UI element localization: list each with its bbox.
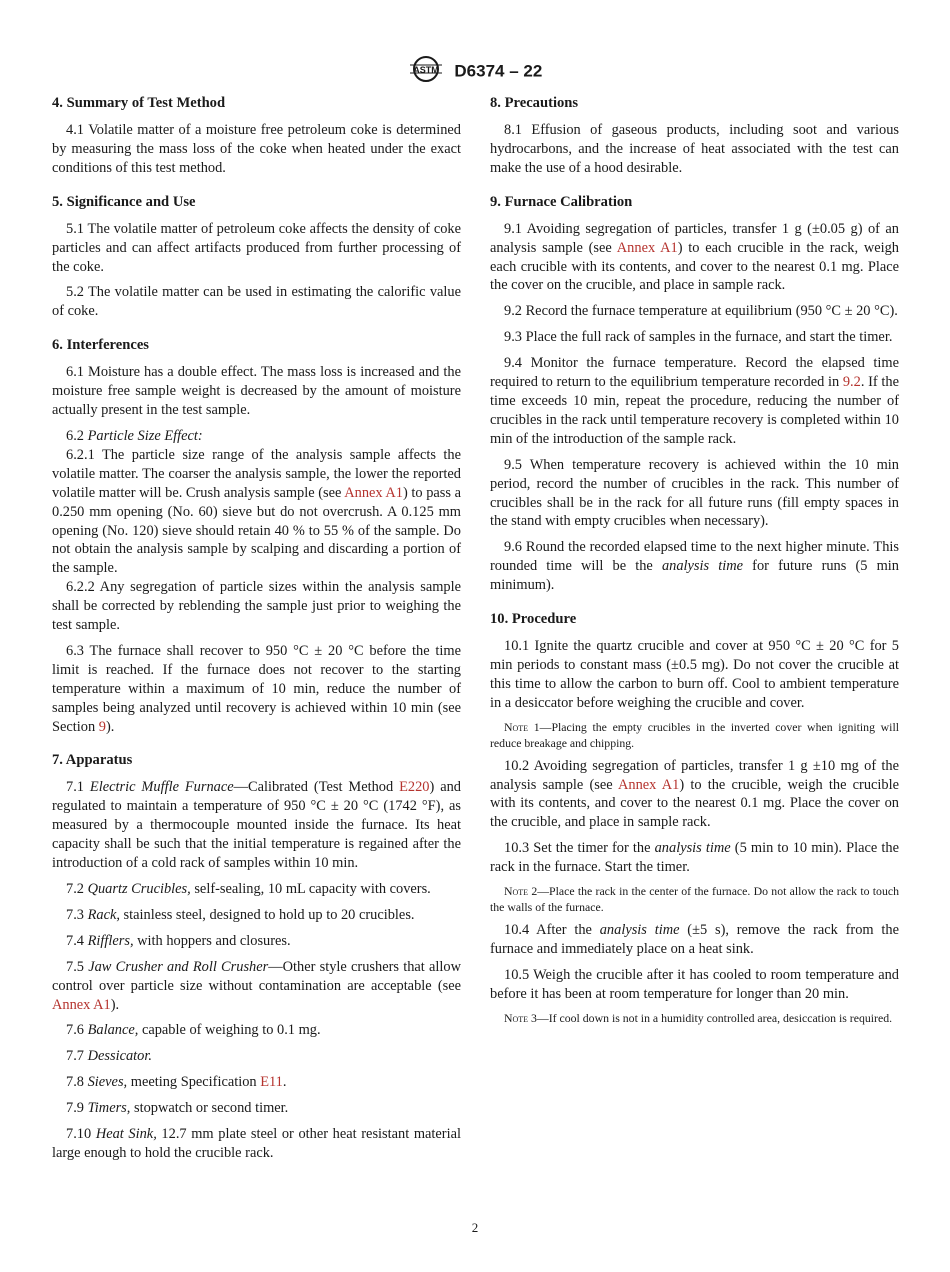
para-10-1: 10.1 Ignite the quartz crucible and cover at 950 °C ± 20 °C for 5 min periods to constant mass (±0.5 mg). Do not cover the crucible at this time to allow the carbon to burn off. Cool to ambient temperature in a desiccator before weighing the crucible and cover.	[490, 638, 899, 711]
para-7-9: 7.9 Timers, stopwatch or second timer.	[66, 1100, 289, 1117]
e220-link[interactable]: E220	[399, 779, 430, 796]
para-7-2: 7.2 Quartz Crucibles, self-sealing, 10 mL capacity with covers.	[66, 881, 431, 897]
para-7-7: 7.7 Dessicator.	[66, 1048, 152, 1065]
logo-text: ASTM	[412, 65, 439, 75]
para-7-3: 7.3 Rack, stainless steel, designed to hold up to 20 crucibles.	[66, 906, 415, 923]
para-7-4: 7.4 Rifflers, with hoppers and closures.	[66, 932, 291, 949]
para-6-3: 6.3 The furnace shall recover to 950 °C ± 20 °C before the time limit is reached. If the furnace does not recover to the starting temperature within a maximum of 10 min, reduce the number of samples being analyzed until recovery is achieved within 10 min (see Section 9).	[52, 642, 461, 735]
left-column	[52, 94, 461, 1178]
para-4-1: 4.1 Volatile matter of a moisture free petroleum coke is determined by measuring the mass loss of the coke when heated under the exact conditions of this test method.	[52, 122, 461, 176]
para-7-1: 7.1 Electric Muffle Furnace—Calibrated (Test Method E220) and regulated to maintain a temperature of 950 °C ± 20 °C (1742 °F), as measured by a thermocouple mounted inside the furnace. Its heat capacity shall be such that the initial temperature is regained after the introduction of a cold rack of samples within 10 min.	[52, 779, 462, 872]
para-7-8: 7.8 Sieves, meeting Specification E11.	[66, 1074, 287, 1091]
para-5-1: 5.1 The volatile matter of petroleum coke affects the density of coke particles and can affect artifacts produced from further processing of the coke.	[52, 220, 461, 275]
para-6-1: 6.1 Moisture has a double effect. The mass loss is increased and the moisture free sample weight is decreased by the amount of moisture actually present in the test sample.	[52, 364, 461, 419]
page-header	[0, 56, 950, 87]
annex-a1-link[interactable]: Annex A1	[52, 996, 111, 1013]
note-3: Note 3—If cool down is not in a humidity controlled area, desiccation is required.	[504, 1010, 893, 1025]
annex-a1-link[interactable]: Annex A1	[616, 239, 678, 256]
section-9	[490, 193, 899, 595]
para-6-2-2: 6.2.2 Any segregation of particle sizes within the analysis sample shall be corrected by reblending the sample just prior to weighing the test sample.	[52, 579, 461, 634]
para-10-3: 10.3 Set the timer for the analysis time (5 min to 10 min). Place the rack in the furnace. Start the timer.	[490, 840, 899, 876]
section-8-title: 8. Precautions	[490, 95, 579, 111]
section-7	[52, 751, 461, 1162]
para-7-5: 7.5 Jaw Crusher and Roll Crusher—Other style crushers that allow control over particle size without contamination are acceptable (see Annex A1).	[52, 958, 461, 1013]
para-9-2: 9.2 Record the furnace temperature at equilibrium (950 °C ± 20 °C).	[504, 303, 898, 320]
para-7-10: 7.10 Heat Sink, 12.7 mm plate steel or other heat resistant material large enough to hold the crucible rack.	[52, 1126, 461, 1161]
astm-logo-icon	[408, 56, 444, 87]
para-8-1: 8.1 Effusion of gaseous products, including soot and various hydrocarbons, and the increase of heat associated with the test can make the use of a hood desirable.	[490, 122, 899, 176]
section-4	[52, 94, 461, 178]
para-5-2: 5.2 The volatile matter can be used in estimating the calorific value of coke.	[52, 284, 461, 320]
para-7-6: 7.6 Balance, capable of weighing to 0.1 mg.	[66, 1022, 321, 1039]
para-9-1: 9.1 Avoiding segregation of particles, transfer 1 g (±0.05 g) of an analysis sample (see Annex A1) to each crucible in the rack, weigh each crucible with its contents, and cover to the nearest 0.1 mg. Place the cover on the crucible, and place in sample rack.	[490, 220, 899, 294]
section-6	[52, 336, 461, 736]
section-7-title: 7. Apparatus	[52, 752, 133, 769]
section-9-2-link[interactable]: 9.2	[842, 374, 861, 391]
section-6-title: 6. Interferences	[52, 337, 149, 354]
note-1: Note 1—Placing the empty crucibles in the inverted cover when igniting will reduce breakage and chipping.	[490, 719, 899, 750]
section-5	[52, 193, 461, 322]
section-5-title: 5. Significance and Use	[52, 193, 196, 210]
right-column	[490, 94, 899, 1041]
para-9-4: 9.4 Monitor the furnace temperature. Record the elapsed time required to return to the equilibrium temperature recorded in 9.2. If the time exceeds 10 min, repeat the procedure, reducing the number of crucibles in the rack until temperature recovery is completed within 10 min of the introduction of the sample rack.	[490, 355, 899, 447]
annex-a1-link[interactable]: Annex A1	[618, 776, 680, 793]
section-10	[490, 610, 899, 1026]
section-10-title: 10. Procedure	[490, 611, 577, 628]
section-9-link[interactable]: 9	[98, 718, 106, 735]
annex-a1-link[interactable]: Annex A1	[344, 484, 404, 501]
para-10-5: 10.5 Weigh the crucible after it has cooled to room temperature and before it has been at room temperature for longer than 20 min.	[490, 966, 899, 1002]
note-2: Note 2—Place the rack in the center of the furnace. Do not allow the rack to touch the walls of the furnace.	[490, 884, 899, 915]
para-10-4: 10.4 After the analysis time (±5 s), remove the rack from the furnace and immediately place on a heat sink.	[490, 922, 899, 957]
para-6-2: 6.2 Particle Size Effect:	[66, 427, 203, 444]
para-9-3: 9.3 Place the full rack of samples in the furnace, and start the timer.	[504, 329, 893, 346]
para-6-2-1: 6.2.1 The particle size range of the analysis sample affects the volatile matter. The coarser the analysis sample, the lower the reported volatile matter will be. Crush analysis sample (see Annex A1) to pass a 0.250 mm opening (No. 60) sieve but do not overcrush. A 0.125 mm opening (No. 120) sieve should retain 40 % to 55 % of the sample. Do not obtain the analysis sample by scalping and discarding a portion of the sample.	[52, 446, 461, 577]
para-9-6: 9.6 Round the recorded elapsed time to the next higher minute. This rounded time will be the analysis time for future runs (5 min minimum).	[490, 539, 899, 594]
section-8	[490, 94, 899, 178]
section-4-title: 4. Summary of Test Method	[52, 95, 226, 111]
para-9-5: 9.5 When temperature recovery is achieved within the 10 min period, record the number of crucibles in the rack. This number of crucibles shall be in the rack for all future runs (fill empty spaces in the stand with empty crucibles when necessary).	[490, 456, 899, 530]
para-10-2: 10.2 Avoiding segregation of particles, transfer 1 g ±10 mg of the analysis sample (see Annex A1) to the crucible, weigh the crucible with its contents, and cover to the nearest 0.1 mg. Place the cover on the crucible, and place in sample rack.	[490, 757, 899, 831]
e11-link[interactable]: E11	[260, 1074, 283, 1091]
document-designation: D6374 – 22	[454, 61, 543, 81]
page-number: 2	[471, 1220, 479, 1235]
section-9-title: 9. Furnace Calibration	[490, 193, 633, 210]
